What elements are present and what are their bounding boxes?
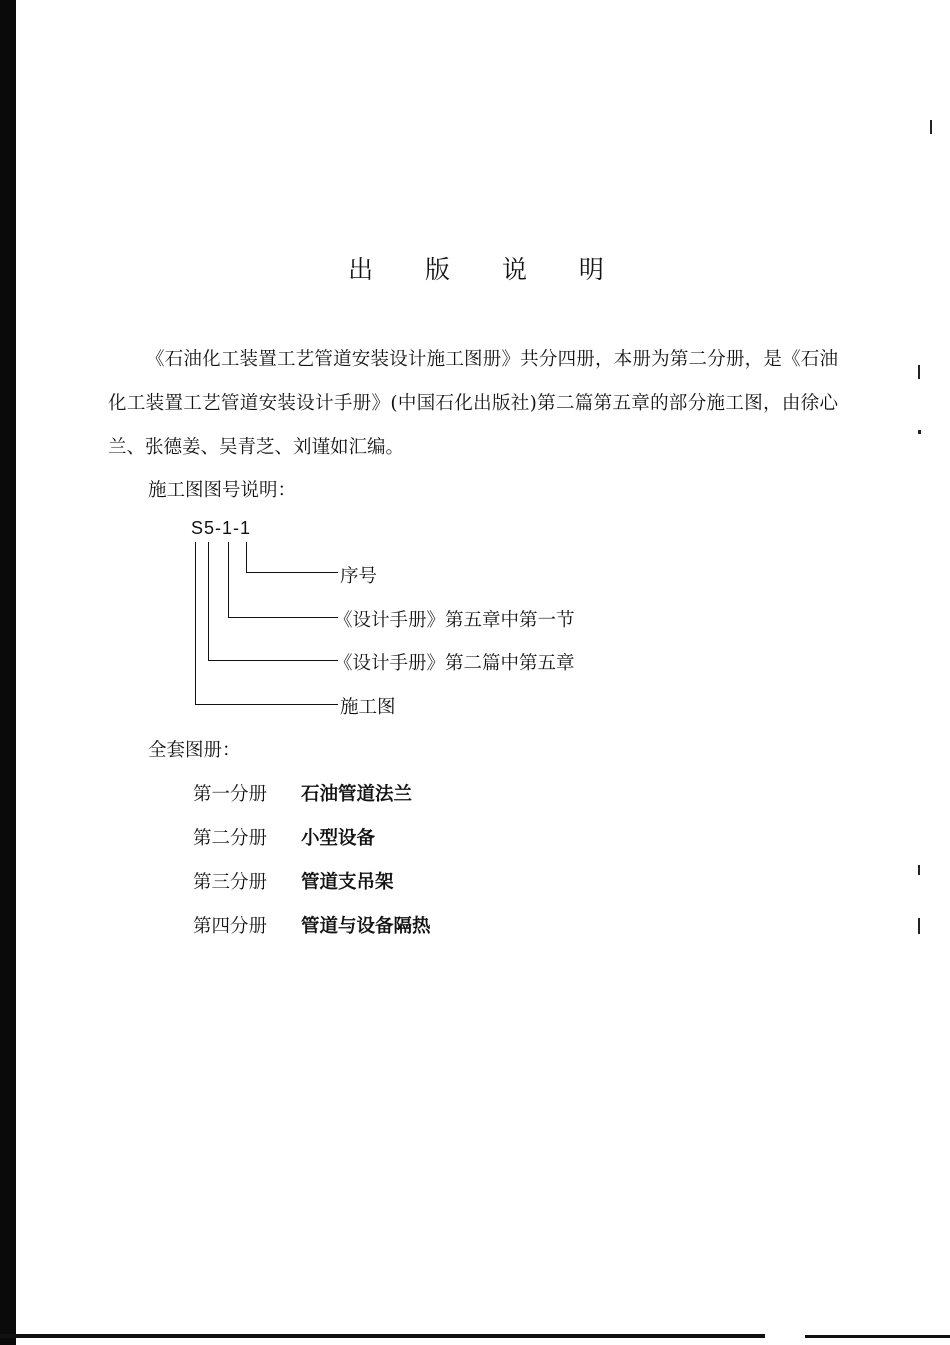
bracket-line-drawing [195,542,196,704]
scan-left-edge [0,0,16,1345]
volume-number: 第四分册 [193,916,268,937]
scan-bottom-edge [0,1334,765,1338]
volume-name: 管道支吊架 [301,872,394,893]
scan-speck [918,365,920,379]
page-title: 出 版 说 明 [348,255,626,284]
volume-name: 石油管道法兰 [301,784,413,805]
bracket-line-section [228,617,338,618]
volume-number: 第三分册 [193,872,268,893]
drawing-code: S5-1-1 [191,518,252,538]
scan-speck [918,430,921,434]
bracket-line-chapter [208,660,338,661]
bracket-line-serial [246,542,247,572]
drawing-number-heading: 施工图图号说明： [148,480,297,501]
full-set-heading: 全套图册： [148,740,241,761]
legend-label-drawing: 施工图 [340,697,396,718]
volume-name: 管道与设备隔热 [301,916,431,937]
volume-number: 第二分册 [193,828,268,849]
volume-number: 第一分册 [193,784,268,805]
scan-speck [918,865,920,875]
bracket-line-drawing [195,704,338,705]
intro-paragraph [108,338,838,470]
scan-speck [918,918,920,934]
bracket-line-chapter [208,542,209,660]
scan-speck [930,120,932,134]
intro-text: 《石油化工装置工艺管道安装设计施工图册》共分四册，本册为第二分册，是《石油化工装置工艺管道安装设计手册》(中国石化出版社)第二篇第五章的部分施工图，由徐心兰、张德姜、吴青芝、刘谨如汇编。 [108,349,838,458]
legend-label-section: 《设计手册》第五章中第一节 [334,610,575,631]
volume-name: 小型设备 [301,828,376,849]
legend-label-serial: 序号 [340,566,378,587]
bracket-line-serial [246,572,338,573]
legend-label-chapter: 《设计手册》第二篇中第五章 [334,653,575,674]
scan-bottom-edge [805,1335,950,1338]
bracket-line-section [228,542,229,617]
